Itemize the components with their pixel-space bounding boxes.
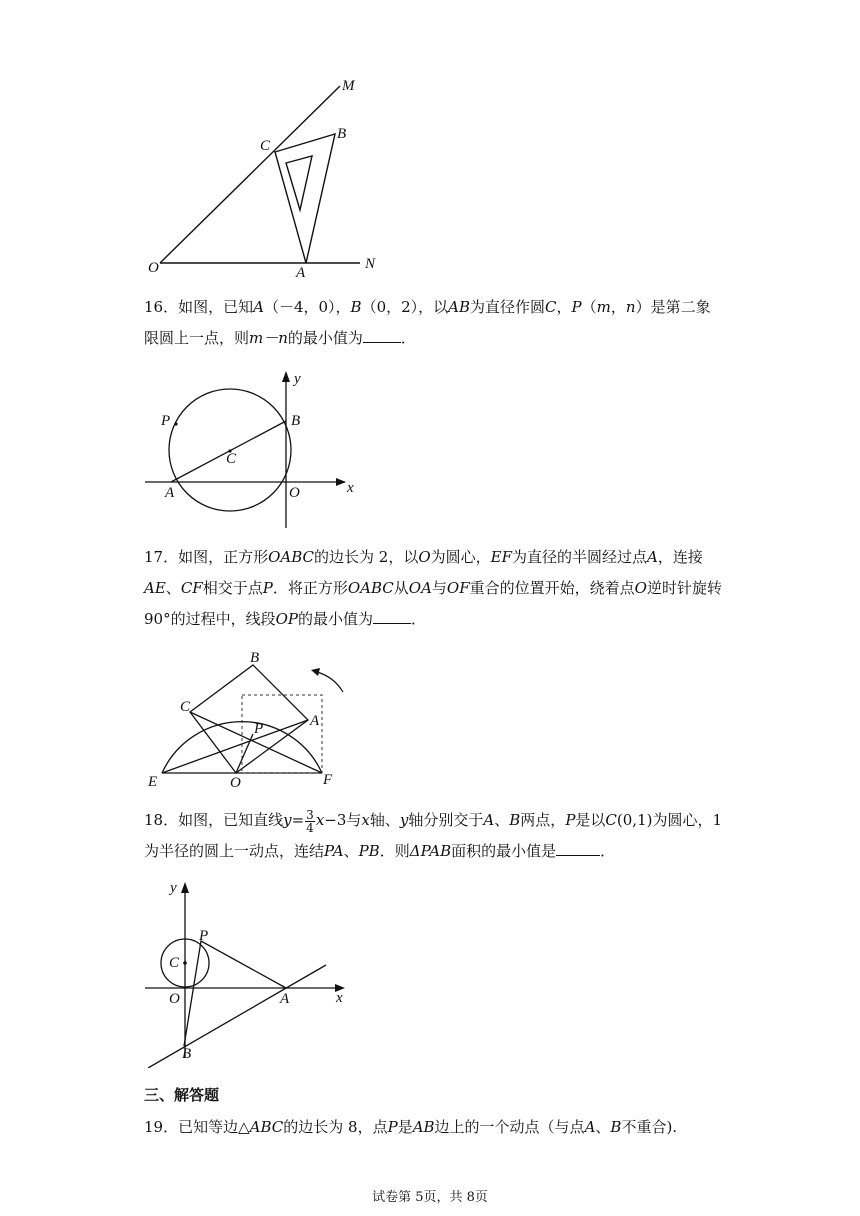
rotation-arrow-head-icon <box>311 668 320 676</box>
label-c: C <box>180 699 191 715</box>
x-arrow-icon <box>336 478 346 486</box>
label-p: P <box>161 413 171 429</box>
segments-pa-pb <box>184 941 286 1046</box>
y-arrow-icon <box>181 882 189 893</box>
fraction-three-quarters: $\frac{3}{4}$ <box>306 807 314 835</box>
label-b: B <box>250 650 260 666</box>
label-p: P <box>254 721 264 737</box>
label-f: F <box>323 772 333 788</box>
question-17: 17．如图，正方形OABC的边长为 2，以O为圆心，EF为直径的半圆经过点A，连接AE、CF相交于点P．将正方形OABC从OA与OF重合的位置开始，绕着点O逆时针旋转 90°的过程中，线段OP的最小值为 ． <box>144 548 722 628</box>
line-ab <box>148 965 326 1068</box>
label-a: A <box>280 991 290 1007</box>
ray-om <box>160 86 340 263</box>
page-footer: 试卷第 5页，共 8页 <box>372 1190 488 1205</box>
label-m: M <box>342 78 355 94</box>
figure-circle-c <box>140 365 370 535</box>
label-b: B <box>291 413 301 429</box>
triangle-abc <box>275 134 335 263</box>
label-b: B <box>182 1046 192 1062</box>
answer-blank <box>556 841 600 856</box>
y-arrow-icon <box>282 371 290 382</box>
figure-line-circle <box>140 878 370 1068</box>
triangle-inner <box>286 156 312 210</box>
figure-angle-triangle-ruler <box>140 70 400 280</box>
question-18: 18．如图，已知直线y= $\frac{3}{4}$ x−3与x轴、y轴分别交于A、B两点，P是以C(0,1)为圆心，1 为半径的圆上一动点，连结PA、PB．则ΔPAB面积的最小值是 ． <box>144 807 723 860</box>
answer-blank <box>363 328 401 343</box>
figure-semicircle-square <box>140 645 370 795</box>
label-o: O <box>289 485 300 501</box>
question-19: 19．已知等边△ABC的边长为 8，点P是AB边上的一个动点（与点A、B不重合). <box>144 1118 678 1136</box>
label-c: C <box>169 955 180 971</box>
label-a: A <box>165 485 175 501</box>
label-b: B <box>337 126 347 142</box>
label-o: O <box>169 991 180 1007</box>
point-c-dot <box>183 961 187 965</box>
label-e: E <box>148 774 158 790</box>
semicircle <box>162 722 322 773</box>
label-c: C <box>226 451 237 467</box>
answer-blank <box>373 609 411 624</box>
label-o: O <box>230 775 241 791</box>
label-x: x <box>336 990 343 1006</box>
section-title: 三、解答题 <box>144 1086 220 1104</box>
label-y: y <box>170 880 177 896</box>
question-16: 16．如图，已知A（－4，0），B（0，2），以AB为直径作圆C，P（m，n）是第二象限圆上一点，则m－n的最小值为 ． <box>144 298 711 347</box>
label-a: A <box>296 265 306 280</box>
label-o: O <box>148 260 159 276</box>
label-a: A <box>310 713 320 729</box>
label-c: C <box>260 138 271 154</box>
label-x: x <box>347 480 354 496</box>
rotation-arrow <box>317 672 343 692</box>
point-p-dot <box>174 422 177 425</box>
label-y: y <box>294 371 301 387</box>
label-n: N <box>365 256 376 272</box>
label-p: P <box>199 928 209 944</box>
line-ae <box>162 720 308 773</box>
